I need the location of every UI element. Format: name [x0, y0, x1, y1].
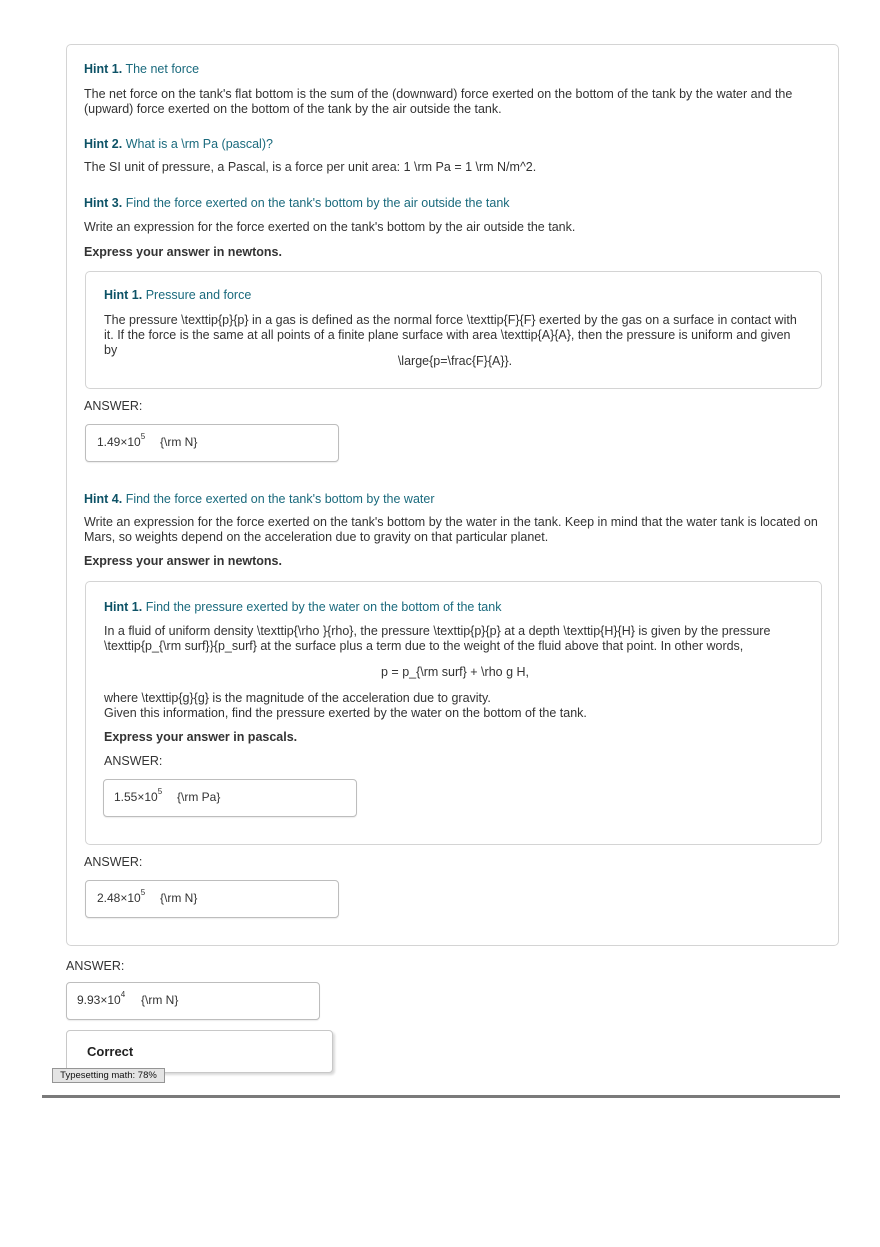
hint-3-answer-label: ANSWER: — [84, 399, 143, 413]
typesetting-status: Typesetting math: 78% — [52, 1068, 165, 1083]
hint-4-subhint-text: In a fluid of uniform density \texttip{\rho }{rho}, the pressure \texttip{p}{p} at a depth \texttip{H}{H} is given by the pressure \texttip{p_{\rm surf}}{p_surf} at the surface plus a term due to the weight of the fluid above that point. In other words, — [104, 624, 771, 653]
hint-3-express: Express your answer in newtons. — [84, 245, 282, 259]
hint-3-subhint-title: Pressure and force — [145, 288, 252, 302]
hint-4-subhint-title: Find the pressure exerted by the water on the bottom of the tank — [145, 600, 502, 614]
hint-4-answer-unit: {\rm N} — [160, 891, 198, 905]
hint-4-subhint-answer-unit: {\rm Pa} — [177, 790, 221, 804]
correct-label: Correct — [87, 1044, 134, 1059]
hint-4-subhint-given: Given this information, find the pressure exerted by the water on the bottom of the tank. — [104, 706, 587, 720]
hint-2-number: Hint 2. — [84, 137, 123, 151]
hint-2-heading[interactable] — [84, 137, 273, 152]
hint-4-subhint-answer-box[interactable] — [103, 779, 357, 817]
hint-3-subhint-text: The pressure \texttip{p}{p} in a gas is defined as the normal force \texttip{F}{F} exerted by the gas on a surface in contact with it. If the force is the same at all points of a finite plane surface with area \texttip{A}{A}, then the pressure is uniform and given by — [104, 313, 797, 357]
final-answer-box[interactable] — [66, 982, 320, 1020]
fluid-pressure-formula: p = p_{\rm surf} + \rho g H, — [381, 665, 529, 679]
hint-4-answer-box[interactable] — [85, 880, 339, 918]
divider — [42, 1095, 840, 1098]
hint-1-heading[interactable] — [84, 62, 199, 77]
hint-4-answer-value: $2.48\times 10^5$ — [97, 888, 146, 905]
hint-2-text: The SI unit of pressure, a Pascal, is a force per unit area: 1 \rm Pa = 1 \rm N/m^2. — [84, 160, 537, 174]
final-answer-unit: {\rm N} — [141, 993, 179, 1007]
hint-4-number: Hint 4. — [84, 492, 123, 506]
hint-3-text: Write an expression for the force exerted on the tank's bottom by the air outside the tank. — [84, 220, 576, 234]
hint-4-express: Express your answer in newtons. — [84, 554, 282, 568]
hint-4-subhint-answer-label: ANSWER: — [104, 754, 163, 768]
hint-4-subhint-express: Express your answer in pascals. — [104, 730, 298, 744]
hint-1-number: Hint 1. — [84, 62, 123, 76]
hint-4-answer-label: ANSWER: — [84, 855, 143, 869]
hint-4-title: Find the force exerted on the tank's bottom by the water — [125, 492, 435, 506]
hint-4-subhint-number: Hint 1. — [104, 600, 143, 614]
hint-2-title: What is a \rm Pa (pascal)? — [125, 137, 273, 151]
correct-feedback — [66, 1030, 333, 1073]
hint-3-answer-value: $1.49\times 10^5$ — [97, 432, 146, 449]
hint-3-answer-box[interactable] — [85, 424, 339, 462]
hint-4-subhint-where: where \texttip{g}{g} is the magnitude of the acceleration due to gravity. — [104, 691, 491, 705]
hint-3-number: Hint 3. — [84, 196, 123, 210]
final-answer-value: $9.93\times 10^4$ — [77, 990, 126, 1007]
hint-4-subhint-answer-value: $1.55\times 10^5$ — [114, 787, 163, 804]
hint-1-title: The net force — [125, 62, 200, 76]
final-answer-label: ANSWER: — [66, 959, 125, 973]
pressure-formula: \large{p=\frac{F}{A}}. — [397, 354, 513, 368]
hint-4-subhint-heading[interactable] — [104, 600, 501, 615]
hint-4-heading[interactable] — [84, 492, 435, 507]
hint-3-heading[interactable] — [84, 196, 510, 211]
hint-1-text: The net force on the tank's flat bottom is the sum of the (downward) force exerted on the bottom of the tank by the water and the (upward) force exerted on the bottom of the tank by the air outside the tank. — [84, 87, 793, 116]
hint-3-title: Find the force exerted on the tank's bottom by the air outside the tank — [125, 196, 510, 210]
hint-4-text: Write an expression for the force exerted on the tank's bottom by the water in the tank. Keep in mind that the water tank is located on Mars, so weights depend on the acceleration due to gravity on that particular planet. — [84, 515, 818, 544]
hint-3-answer-unit: {\rm N} — [160, 435, 198, 449]
hint-3-subhint-heading[interactable] — [104, 288, 251, 303]
hint-3-subhint-number: Hint 1. — [104, 288, 143, 302]
